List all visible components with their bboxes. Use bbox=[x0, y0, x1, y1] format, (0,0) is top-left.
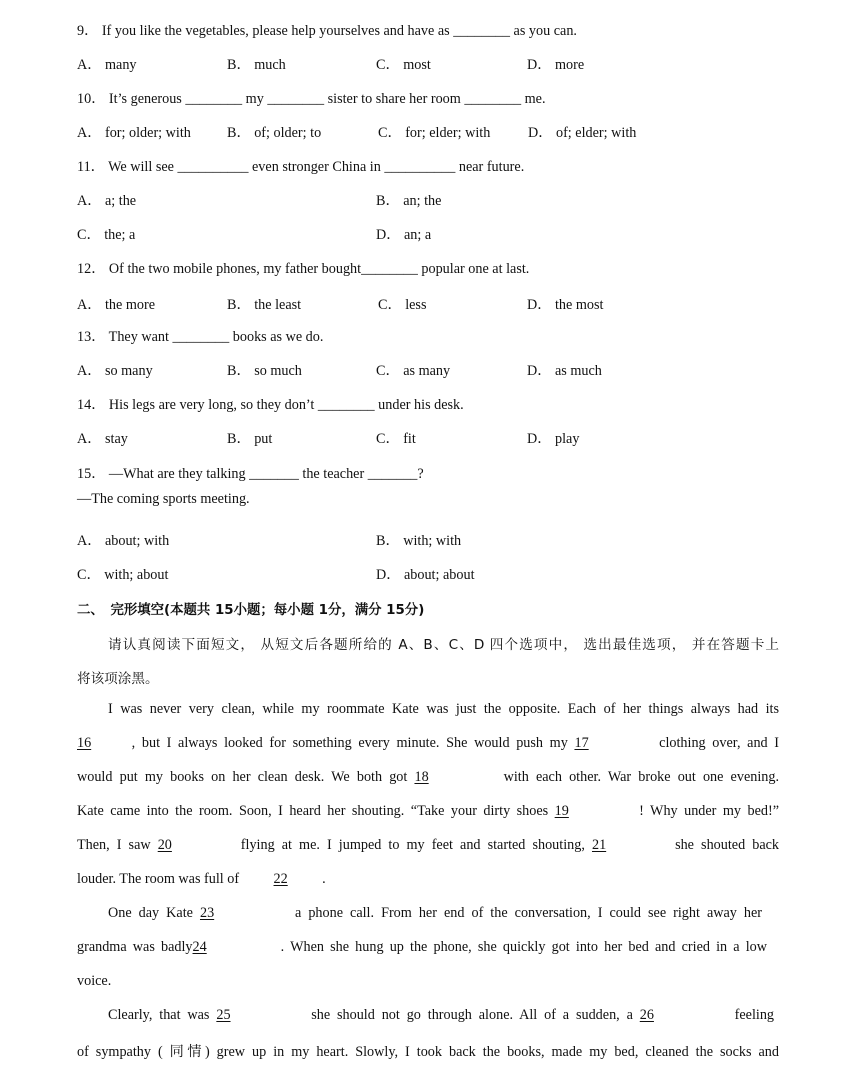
passage-line bbox=[108, 1007, 774, 1024]
passage-line bbox=[77, 871, 326, 888]
q9-option-d[interactable]: D． more bbox=[527, 57, 585, 73]
q15-option-d[interactable]: D． about; about bbox=[376, 567, 475, 583]
q14-option-c[interactable]: C． fit bbox=[376, 431, 416, 447]
section-heading: 二、 完形填空(本题共 15小题；每小题 1分，满分 15分) bbox=[77, 603, 425, 618]
question-9-stem: 9． If you like the vegetables, please help yourselves and have as ________ as you can. bbox=[77, 23, 577, 39]
q9-option-b[interactable]: B． much bbox=[227, 57, 286, 73]
passage-line bbox=[77, 803, 779, 820]
blank-18[interactable]: 18 bbox=[414, 769, 429, 785]
passage-text: with each other. War broke out one evening. bbox=[503, 769, 780, 785]
passage-text: feeling bbox=[734, 1007, 775, 1023]
passage-text: Clearly, that was bbox=[108, 1007, 210, 1023]
q14-option-d[interactable]: D． play bbox=[527, 431, 580, 447]
instructions-line-2: 将该项涂黑。 bbox=[77, 671, 159, 687]
q15-option-b[interactable]: B． with; with bbox=[376, 533, 462, 549]
q13-option-a[interactable]: A． so many bbox=[77, 363, 153, 379]
q13-option-c[interactable]: C． as many bbox=[376, 363, 451, 379]
passage-line bbox=[77, 735, 779, 752]
passage-text: . bbox=[322, 871, 326, 887]
question-11-stem: 11． We will see __________ even stronger China in __________ near future. bbox=[77, 159, 525, 175]
q11-option-c[interactable]: C． the; a bbox=[77, 227, 136, 243]
passage-text: clothing over, and I bbox=[659, 735, 780, 751]
q14-option-b[interactable]: B． put bbox=[227, 431, 273, 447]
passage-line: of sympathy ( 同情) grew up in my heart. Slowly, I took back the books, made my bed, cleaned the socks and bbox=[77, 1044, 779, 1060]
q12-option-b[interactable]: B． the least bbox=[227, 297, 302, 313]
passage-text: would put my books on her clean desk. We both got bbox=[77, 769, 408, 785]
blank-25[interactable]: 25 bbox=[216, 1007, 231, 1023]
passage-text: ! Why under my bed!” bbox=[639, 803, 779, 819]
q12-option-c[interactable]: C． less bbox=[378, 297, 427, 313]
q11-option-b[interactable]: B． an; the bbox=[376, 193, 442, 209]
question-14-stem: 14． His legs are very long, so they don’t ________ under his desk. bbox=[77, 397, 464, 413]
passage-line: voice. bbox=[77, 973, 112, 989]
q15-option-c[interactable]: C． with; about bbox=[77, 567, 169, 583]
q12-option-a[interactable]: A． the more bbox=[77, 297, 156, 313]
q13-option-b[interactable]: B． so much bbox=[227, 363, 302, 379]
question-15-dialogue-reply: —The coming sports meeting. bbox=[77, 491, 250, 507]
blank-21[interactable]: 21 bbox=[591, 837, 607, 853]
blank-17[interactable]: 17 bbox=[574, 735, 589, 751]
passage-text: . When she hung up the phone, she quickly got into her bed and cried in a low bbox=[280, 939, 768, 955]
question-15-stem: 15． —What are they talking _______ the teacher _______? bbox=[77, 466, 424, 482]
blank-23[interactable]: 23 bbox=[199, 905, 215, 921]
question-10-stem: 10． It’s generous ________ my ________ sister to share her room ________ me. bbox=[77, 91, 546, 107]
passage-line: I was never very clean, while my roommate Kate was just the opposite. Each of her things always had its bbox=[108, 701, 779, 717]
q9-option-c[interactable]: C． most bbox=[376, 57, 431, 73]
q10-option-c[interactable]: C． for; elder; with bbox=[378, 125, 491, 141]
passage-text: grandma was badly bbox=[77, 939, 193, 955]
q15-option-a[interactable]: A． about; with bbox=[77, 533, 170, 549]
passage-text: louder. The room was full of bbox=[77, 871, 240, 887]
passage-text: Then, I saw bbox=[77, 837, 151, 853]
passage-text: , but I always looked for something every minute. She would push my bbox=[131, 735, 568, 751]
q11-option-d[interactable]: D． an; a bbox=[376, 227, 432, 243]
q10-option-d[interactable]: D． of; elder; with bbox=[528, 125, 637, 141]
passage-text: a phone call. From her end of the conversation, I could see right away her bbox=[295, 905, 763, 921]
q13-option-d[interactable]: D． as much bbox=[527, 363, 602, 379]
q10-option-b[interactable]: B． of; older; to bbox=[227, 125, 322, 141]
q9-option-a[interactable]: A． many bbox=[77, 57, 137, 73]
passage-line bbox=[108, 905, 762, 922]
passage-line bbox=[77, 837, 779, 854]
question-13-stem: 13． They want ________ books as we do. bbox=[77, 329, 324, 345]
question-12-stem: 12． Of the two mobile phones, my father bought________ popular one at last. bbox=[77, 261, 530, 277]
blank-26[interactable]: 26 bbox=[639, 1007, 654, 1023]
q10-option-a[interactable]: A． for; older; with bbox=[77, 125, 191, 141]
blank-19[interactable]: 19 bbox=[554, 803, 569, 819]
blank-16[interactable]: 16 bbox=[77, 735, 92, 751]
passage-text: flying at me. I jumped to my feet and started shouting, bbox=[240, 837, 585, 853]
instructions-line-1: 请认真阅读下面短文， 从短文后各题所给的 A、B、C、D 四个选项中， 选出最佳选项， 并在答题卡上 bbox=[108, 637, 779, 653]
passage-text: she should not go through alone. All of a sudden, a bbox=[311, 1007, 633, 1023]
blank-22[interactable]: 22 bbox=[273, 871, 288, 887]
q12-option-d[interactable]: D． the most bbox=[527, 297, 604, 313]
passage-text: One day Kate bbox=[108, 905, 193, 921]
q11-option-a[interactable]: A． a; the bbox=[77, 193, 137, 209]
passage-line bbox=[77, 939, 767, 956]
q14-option-a[interactable]: A． stay bbox=[77, 431, 128, 447]
blank-24[interactable]: 24 bbox=[192, 939, 207, 955]
passage-text: she shouted back bbox=[675, 837, 780, 853]
blank-20[interactable]: 20 bbox=[157, 837, 172, 853]
passage-text: Kate came into the room. Soon, I heard her shouting. “Take your dirty shoes bbox=[77, 803, 549, 819]
passage-line bbox=[77, 769, 779, 786]
